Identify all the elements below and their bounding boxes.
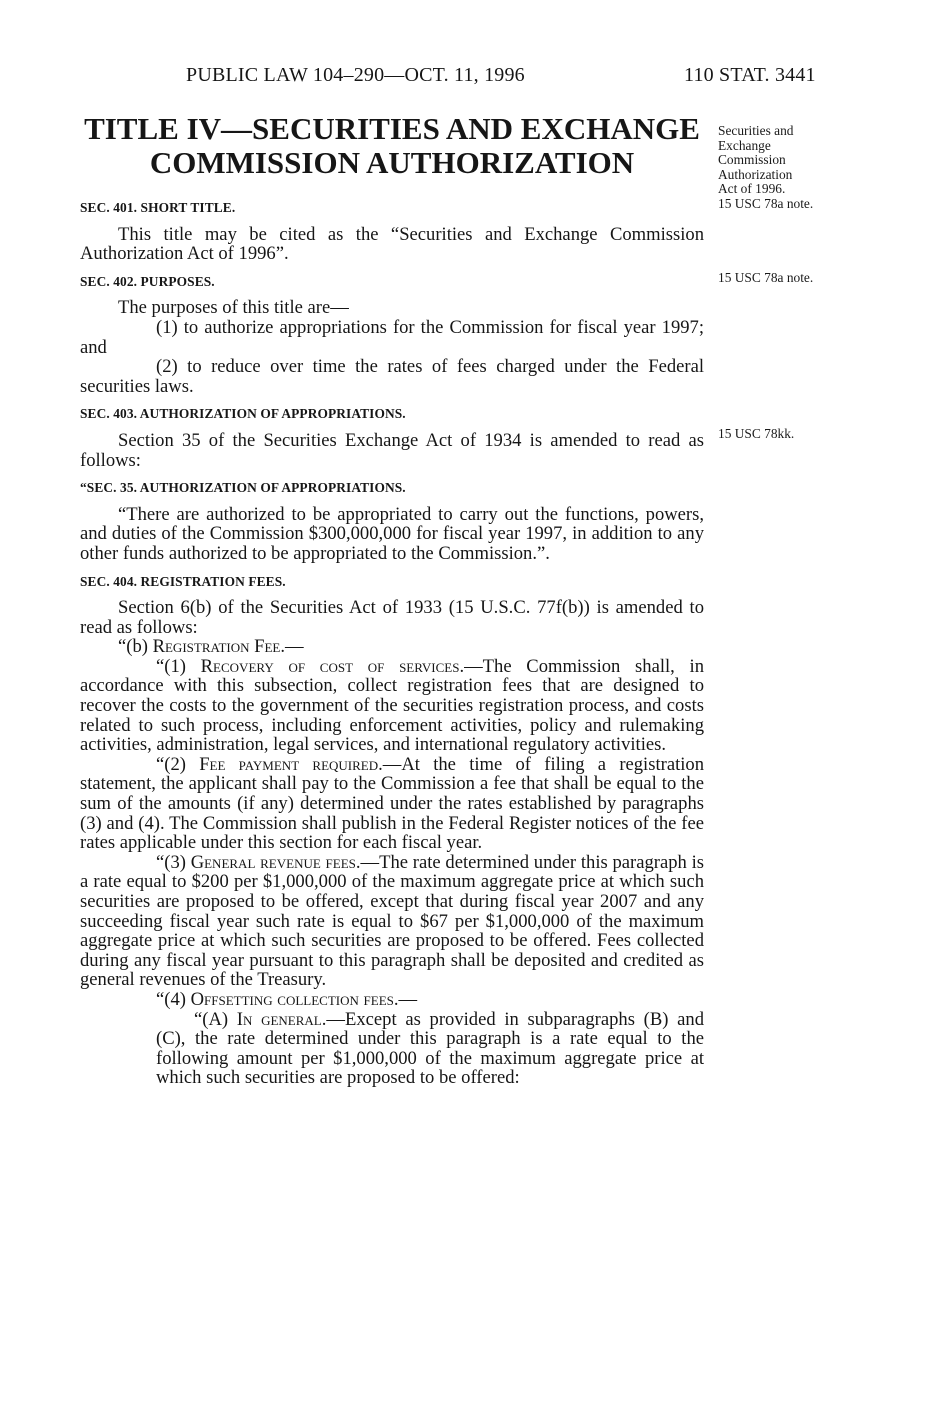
paragraph-4-suffix: .—	[393, 988, 418, 1010]
margin-note-line: Securities and	[718, 123, 794, 138]
margin-note-appropriations: 15 USC 78kk.	[718, 426, 795, 441]
title-line-2: COMMISSION AUTHORIZATION	[149, 145, 635, 180]
paragraph-1	[80, 657, 704, 755]
subparagraph-A-caption: In general	[236, 1008, 322, 1030]
section-402-item-1: (1) to authorize appropriations for the Commission for fiscal year 1997; and	[80, 316, 704, 358]
section-35-text: “There are authorized to be appropriated to carry out the functions, powers, and duties of the Commission $300,000,000 for fiscal year 1997, in addition to any other funds authorized to be appropriated to the Commission.”.	[80, 503, 704, 564]
title-line-1: TITLE IV—SECURITIES AND EXCHANGE	[84, 111, 700, 146]
paragraph-3-prefix: “(3)	[156, 851, 191, 873]
paragraph-3-text: .—The rate determined under this paragraph is a rate equal to $200 per $1,000,000 of the maximum aggregate price at which such securities are proposed to be offered, except that during fiscal year 2007 and any succeeding fiscal year such rate is equal to $67 per $1,000,000 of the maximum aggregate price at which such securities are proposed to be offered. Fees collected during any fiscal year pursuant to this paragraph shall be deposited and credited as general revenues of the Treasury.	[80, 851, 704, 991]
paragraph-1-caption: Recovery of cost of services	[200, 655, 460, 677]
paragraph-3	[80, 853, 704, 990]
title-heading	[80, 112, 704, 180]
section-402-intro: The purposes of this title are—	[118, 297, 349, 319]
paragraph-2-text: .—At the time of filing a registration statement, the applicant shall pay to the Commission a fee that shall be equal to the sum of the amounts (if any) determined under the rates established by paragraphs (3) and (4). The Commission shall publish in the Federal Register notices of the fee rates applicable under this section for each fiscal year.	[80, 753, 704, 854]
section-402-item-2: (2) to reduce over time the rates of fees charged under the Federal securities laws.	[80, 356, 704, 397]
section-401-text: This title may be cited as the “Securities and Exchange Commission Authorization Act of 1996”.	[80, 223, 704, 265]
section-404-heading: SEC. 404. REGISTRATION FEES.	[80, 573, 286, 589]
subsection-b-suffix: .—	[280, 636, 304, 658]
paragraph-4-prefix: “(4)	[156, 988, 191, 1010]
paragraph-2-caption: Fee payment required	[199, 753, 379, 775]
subsection-b-heading	[80, 637, 704, 657]
paragraph-2-prefix: “(2)	[156, 753, 200, 775]
paragraph-4-heading	[80, 990, 704, 1010]
margin-note-line: Act of 1996.	[718, 181, 786, 196]
subparagraph-A-text: .—Except as provided in subparagraphs (B) and (C), the rate determined under this paragraph is a rate equal to the following amount per $1,000,000 of the maximum aggregate price at which such securities are proposed to be offered:	[156, 1008, 704, 1089]
section-35-heading: “SEC. 35. AUTHORIZATION OF APPROPRIATIONS.	[80, 480, 406, 496]
margin-note-line: Authorization	[718, 166, 793, 182]
margin-note-line: Exchange	[718, 137, 771, 153]
running-header-left: PUBLIC LAW 104–290—OCT. 11, 1996	[186, 64, 525, 86]
section-403-text: Section 35 of the Securities Exchange Act of 1934 is amended to read as follows:	[80, 429, 704, 471]
paragraph-1-prefix: “(1)	[156, 655, 201, 677]
subsection-b-prefix: “(b)	[118, 636, 153, 658]
paragraph-1-text: .—The Commission shall, in accordance with this subsection, collect registration fees that are designed to recover the costs to the government of the securities registration process, and costs related to such process, including enforcement activities, policy and rulemaking activities, administration, legal services, and international regulatory activities.	[80, 655, 704, 756]
margin-note-line: 15 USC 78a note.	[718, 195, 814, 211]
paragraph-2	[80, 755, 704, 853]
section-402-heading: SEC. 402. PURPOSES.	[80, 273, 215, 289]
margin-note-line: Commission	[718, 152, 786, 167]
subparagraph-A-prefix: “(A)	[194, 1008, 237, 1030]
margin-note-short-title	[718, 124, 848, 211]
subparagraph-A	[80, 1010, 704, 1088]
subsection-b-caption: Registration Fee	[152, 636, 281, 658]
running-header-page-number: 110 STAT. 3441	[684, 64, 816, 86]
section-401-heading: SEC. 401. SHORT TITLE.	[80, 200, 236, 215]
section-404-text: Section 6(b) of the Securities Act of 1933 (15 U.S.C. 77f(b)) is amended to read as follows:	[80, 597, 704, 638]
margin-note-purposes: 15 USC 78a note.	[718, 270, 814, 285]
section-403-heading: SEC. 403. AUTHORIZATION OF APPROPRIATIONS.	[80, 406, 406, 422]
body-text	[80, 198, 704, 1088]
paragraph-3-caption: General revenue fees	[190, 851, 356, 873]
paragraph-4-caption: Offsetting collection fees	[190, 988, 394, 1010]
